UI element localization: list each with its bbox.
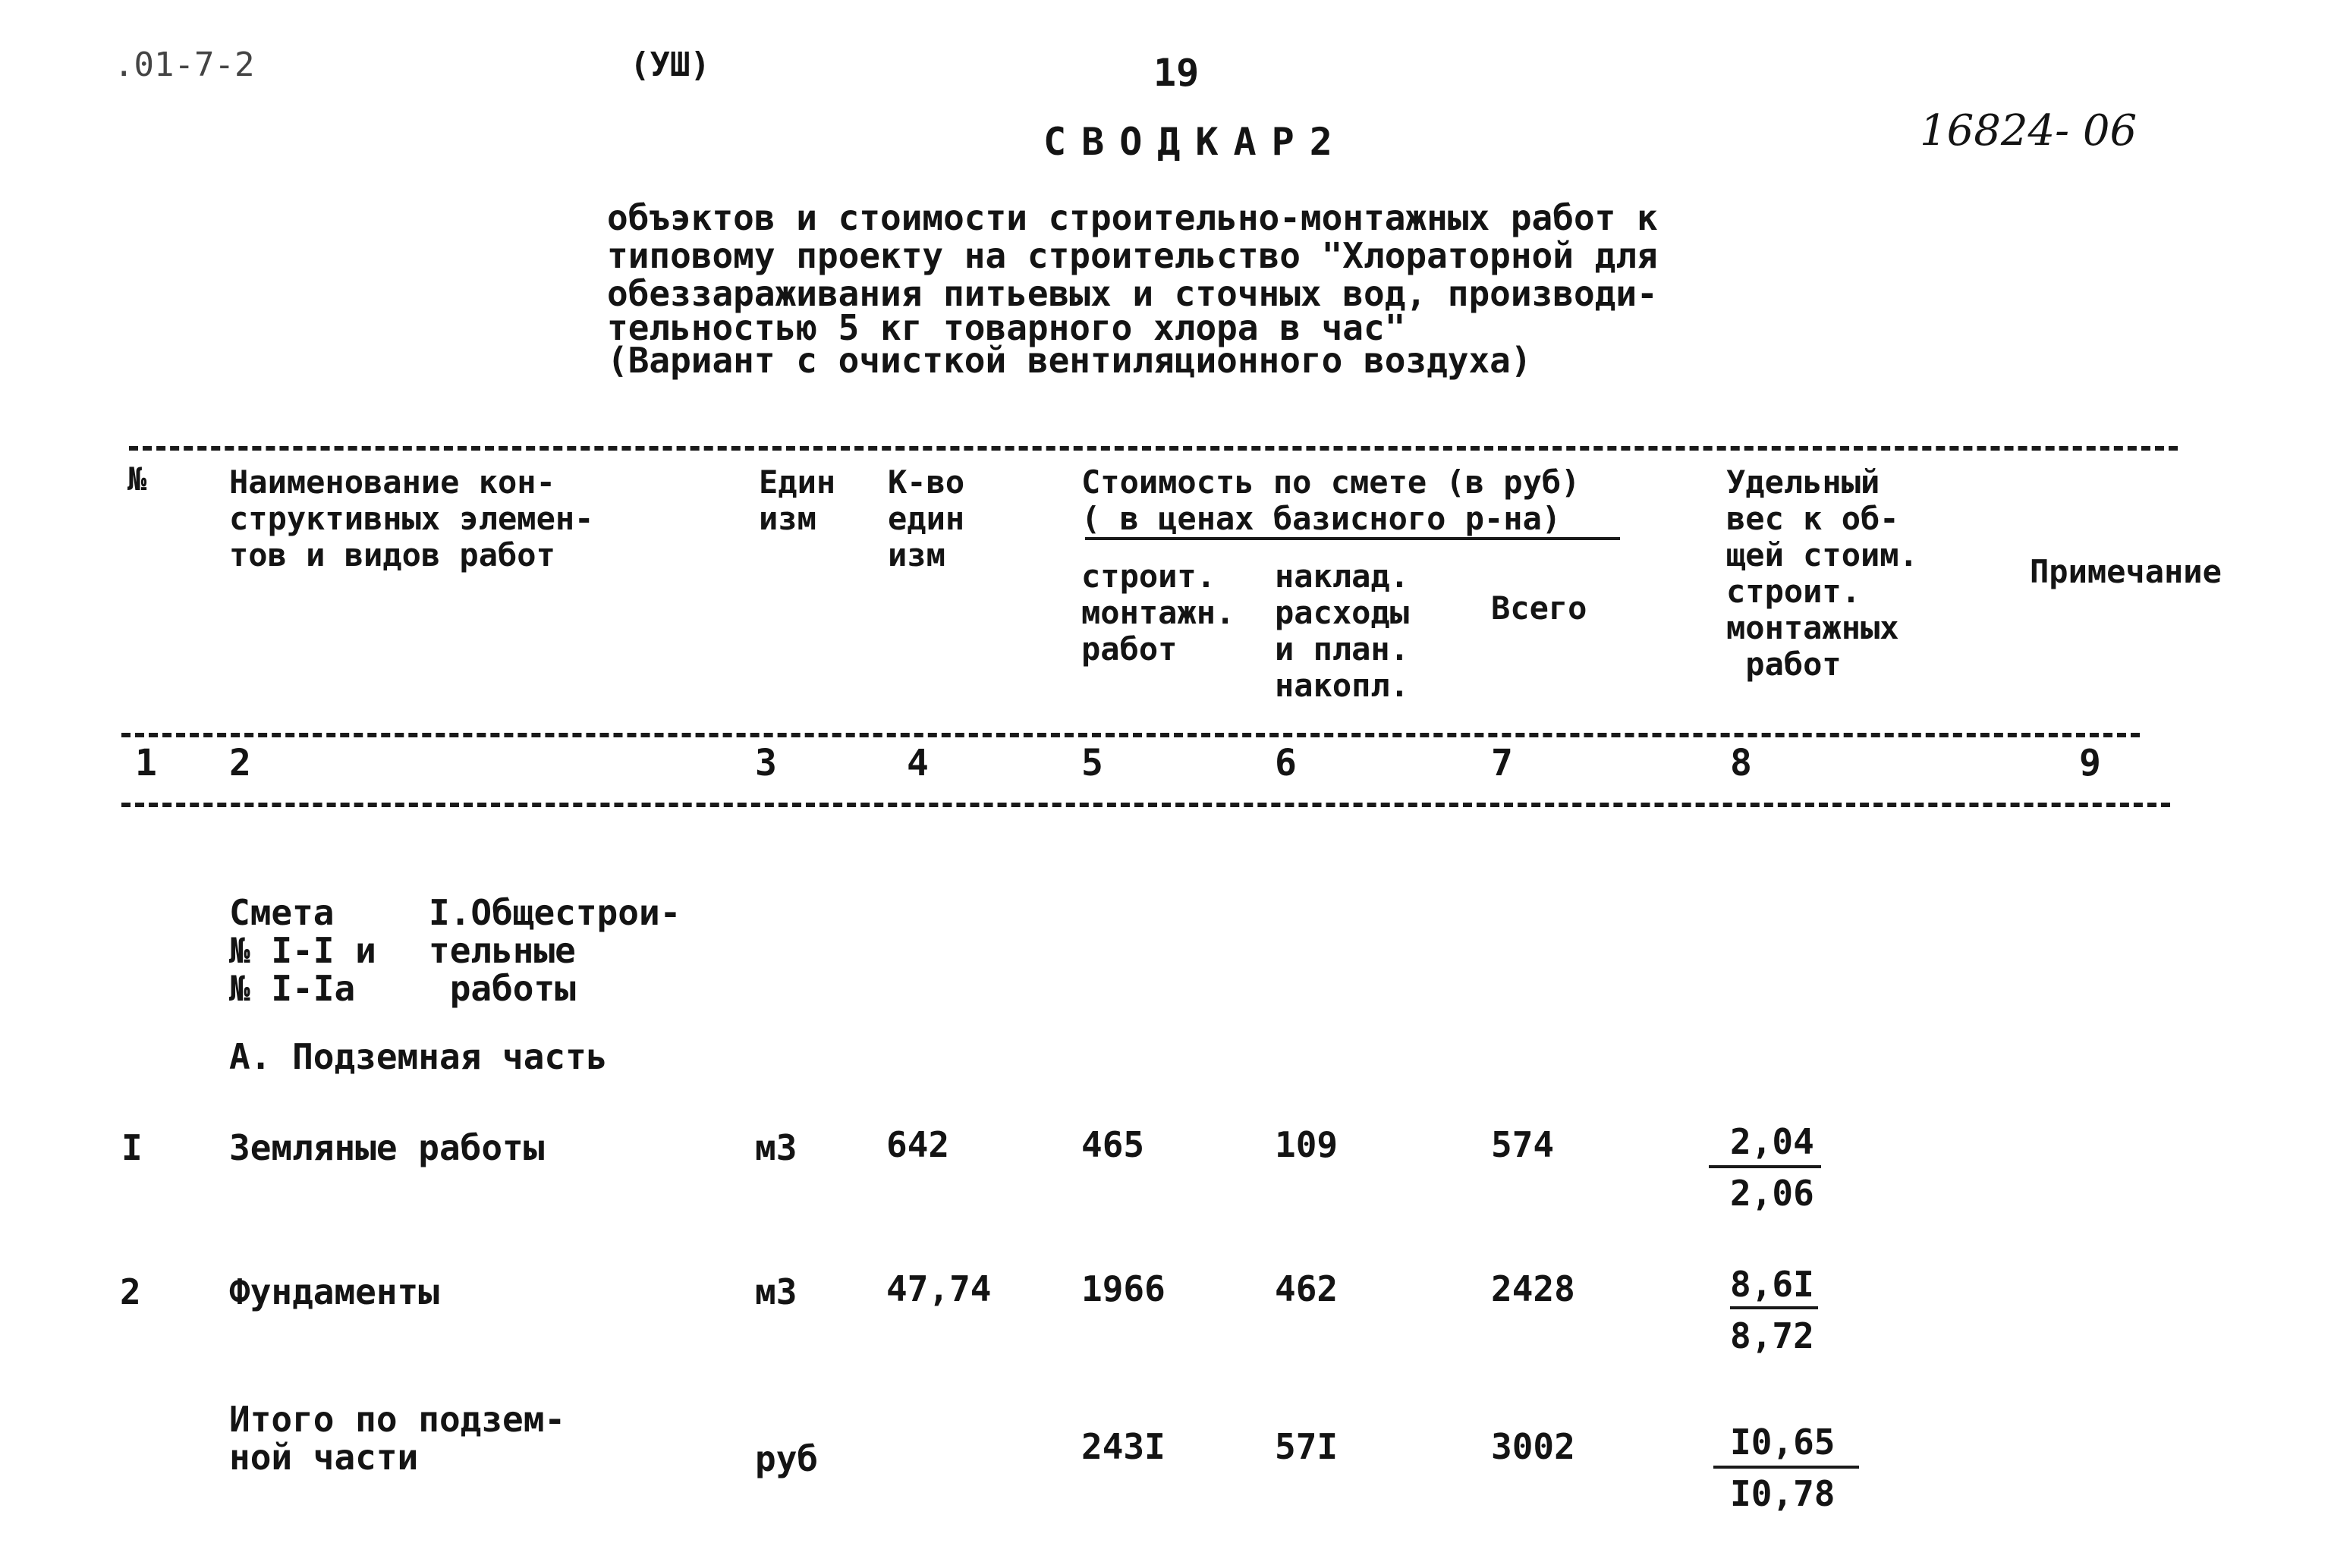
row-unit: м3 [755, 1127, 797, 1168]
row-qty: 642 [886, 1124, 950, 1165]
column-numbers-bottom-rule [121, 803, 2170, 807]
row-overhead: 462 [1275, 1268, 1339, 1309]
row-smr: 1966 [1081, 1268, 1166, 1309]
col-note-header: Примечание [2030, 553, 2222, 590]
handwritten-number: 16824- 06 [1920, 106, 2138, 156]
colnum-1: 1 [135, 742, 157, 784]
document-code: .01-7-2 [114, 46, 255, 84]
col-unit-header: Един изм [759, 463, 836, 537]
subtitle-line-2: типовому проекту на строительство "Хлораторной для [607, 235, 1658, 276]
row-share-bottom: 2,06 [1730, 1173, 1814, 1214]
row-share-bottom: 8,72 [1730, 1315, 1814, 1356]
col-share-header: Удельный вес к об- щей стоим. строит. монтажных работ [1726, 463, 1918, 683]
table-top-rule [129, 446, 2178, 451]
colnum-5: 5 [1081, 742, 1103, 784]
subtotal-share-top: I0,65 [1730, 1422, 1836, 1463]
row-unit: м3 [755, 1271, 797, 1312]
subtitle-line-3: обеззараживания питьевых и сточных вод, производи- [607, 273, 1658, 314]
row-total: 2428 [1491, 1268, 1575, 1309]
subtitle-line-1: объэктов и стоимости строительно-монтажных работ к [607, 197, 1658, 238]
colnum-6: 6 [1275, 742, 1297, 784]
row-share-top: 8,6I [1730, 1264, 1814, 1305]
subtotal-overhead: 57I [1275, 1426, 1339, 1467]
colnum-7: 7 [1491, 742, 1513, 784]
row-name: Фундаменты [229, 1271, 439, 1312]
row-total: 574 [1491, 1124, 1555, 1165]
row-share-fraction-bar [1709, 1165, 1821, 1168]
row-name: Земляные работы [229, 1127, 545, 1168]
subtitle-line-4: тельностью 5 кг товарного хлора в час" [607, 307, 1406, 348]
col-total-header: Всего [1491, 589, 1587, 627]
subtotal-unit: руб [755, 1438, 819, 1479]
col-qty-header: К-во един изм [888, 463, 965, 573]
subsection-title: А. Подземная часть [229, 1036, 608, 1077]
col-number-header: № [127, 460, 147, 498]
colnum-9: 9 [2079, 742, 2101, 784]
estimate-title: I.Общестрои- тельные работы [429, 892, 681, 1009]
row-share-fraction-bar [1730, 1306, 1818, 1309]
row-qty: 47,74 [886, 1268, 992, 1309]
cost-group-subheader: ( в ценах базисного р-на) [1081, 500, 1562, 537]
colnum-4: 4 [907, 742, 929, 784]
subtotal-smr: 243I [1081, 1426, 1166, 1467]
cost-group-underline [1085, 537, 1620, 540]
colnum-2: 2 [229, 742, 251, 784]
col-name-header: Наименование кон- структивных элемен- тов и видов работ [229, 463, 594, 573]
colnum-3: 3 [755, 742, 777, 784]
subtotal-total: 3002 [1491, 1426, 1575, 1467]
colnum-8: 8 [1730, 742, 1752, 784]
col-overhead-header: наклад. расходы и план. накопл. [1275, 558, 1410, 704]
row-number: I [121, 1127, 143, 1168]
row-smr: 465 [1081, 1124, 1145, 1165]
col-smr-header: строит. монтажн. работ [1081, 558, 1235, 668]
subtotal-share-fraction-bar [1713, 1466, 1859, 1469]
cost-group-header: Стоимость по смете (в руб) [1081, 463, 1581, 501]
series-label: (УШ) [630, 46, 710, 84]
subtitle-line-5: (Вариант с очисткой вентиляционного воздуха) [607, 340, 1532, 381]
row-number: 2 [120, 1271, 141, 1312]
row-share-top: 2,04 [1730, 1121, 1814, 1162]
estimate-label: Смета № I-I и № I-Iа [229, 892, 376, 1009]
row-overhead: 109 [1275, 1124, 1339, 1165]
header-bottom-rule [121, 733, 2140, 737]
page-number: 19 [1153, 51, 1200, 95]
subtotal-share-bottom: I0,78 [1730, 1473, 1836, 1514]
subtotal-name: Итого по подзем- ной части [229, 1399, 566, 1478]
document-title: СВОДКАР2 [1043, 120, 1348, 164]
